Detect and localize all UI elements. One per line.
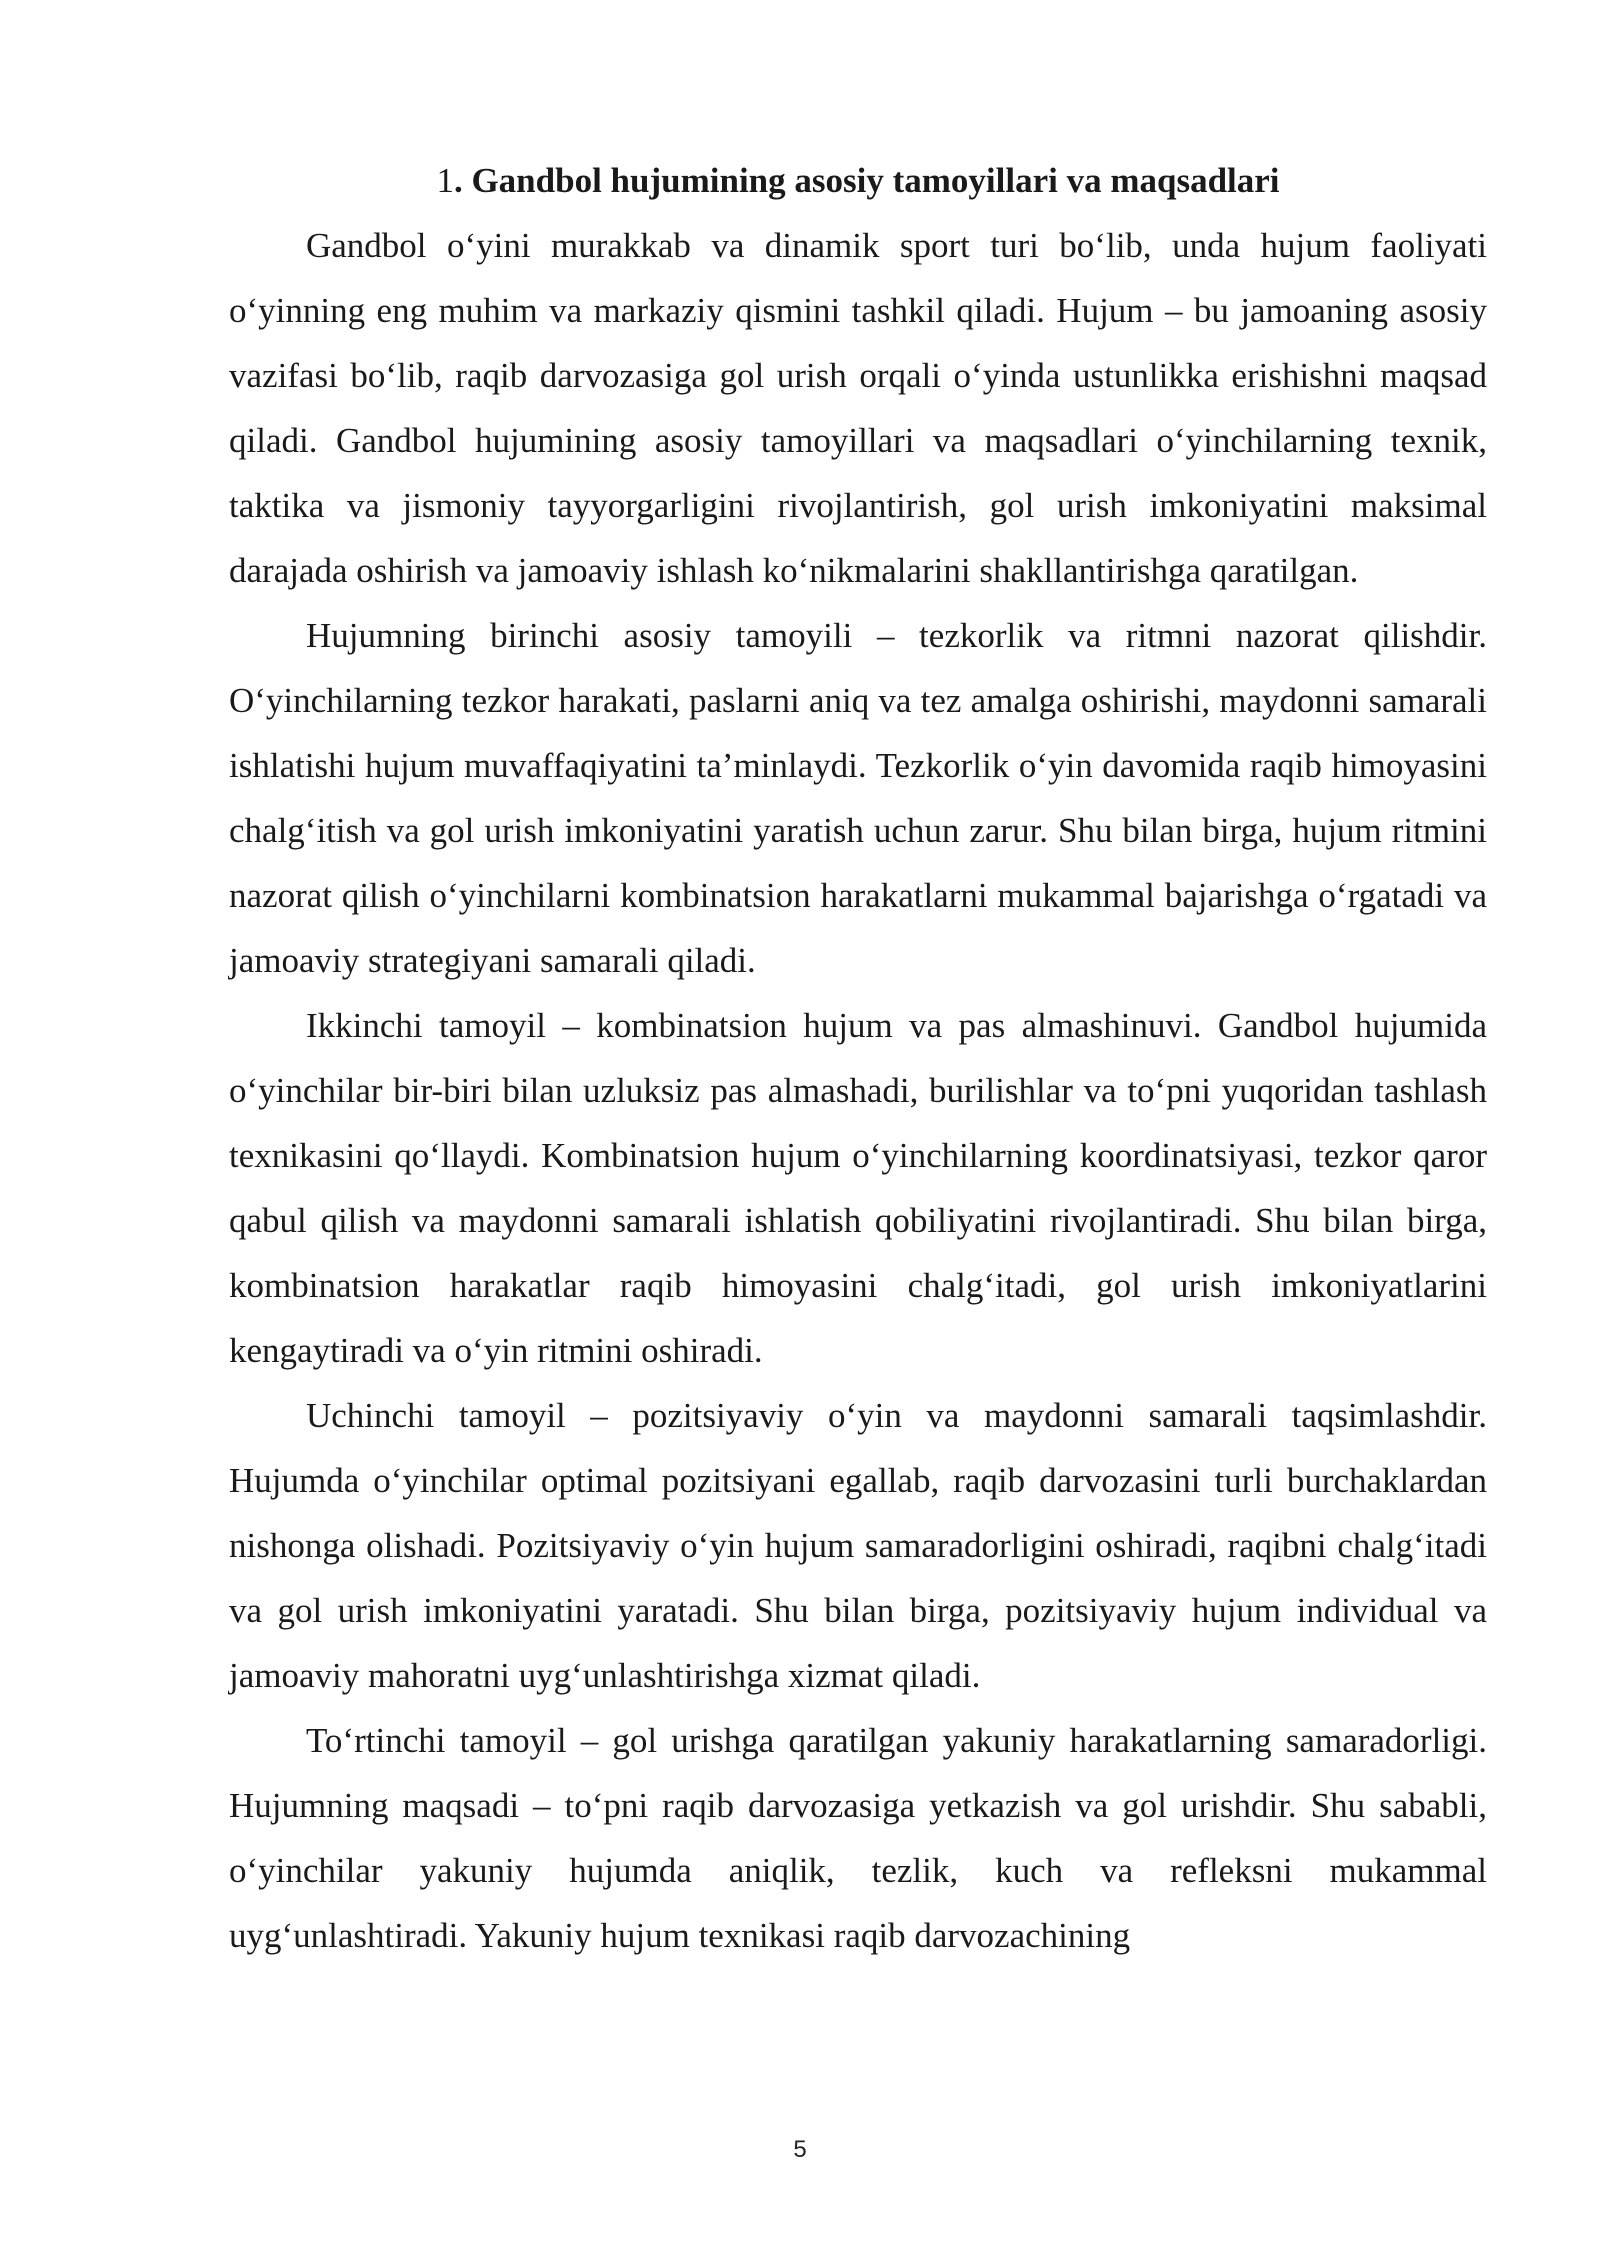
section-heading — [229, 148, 1487, 213]
paragraph-intro: Gandbol o‘yini murakkab va dinamik sport turi bo‘lib, unda hujum faoliyati o‘yinning eng muhim va markaziy qismini tashkil qiladi. Hujum – bu jamoaning asosiy vazifasi bo‘lib, raqib darvozasiga gol urish orqali o‘yinda ustunlikka erishishni maqsad qiladi. Gandbol hujumining asosiy tamoyillari va maqsadlari o‘yinchilarning texnik, taktika va jismoniy tayyorgarligini rivojlantirish, gol urish imkoniyatini maksimal darajada oshirish va jamoaviy ishlash ko‘nikmalarini shakllantirishga qaratilgan. — [229, 226, 1487, 590]
page-number: 5 — [793, 2136, 807, 2163]
page-body — [229, 148, 1487, 1968]
paragraph-fourth-principle: To‘rtinchi tamoyil – gol urishga qaratilgan yakuniy harakatlarning samaradorligi. Hujumning maqsadi – to‘pni raqib darvozasiga yetkazish va gol urishdir. Shu sababli, o‘yinchilar yakuniy hujumda aniqlik, tezlik, kuch va refleksni mukammal uyg‘unlashtiradi. Yakuniy hujum texnikasi raqib darvozachining — [229, 1721, 1487, 1955]
paragraph-first-principle: Hujumning birinchi asosiy tamoyili – tezkorlik va ritmni nazorat qilishdir. O‘yinchilarning tezkor harakati, paslarni aniq va tez amalga oshirishi, maydonni samarali ishlatishi hujum muvaffaqiyatini ta’minlaydi. Tezkorlik o‘yin davomida raqib himoyasini chalg‘itish va gol urish imkoniyatini yaratish uchun zarur. Shu bilan birga, hujum ritmini nazorat qilish o‘yinchilarni kombinatsion harakatlarni mukammal bajarishga o‘rgatadi va jamoaviy strategiyani samarali qiladi. — [229, 616, 1487, 980]
paragraph-second-principle: Ikkinchi tamoyil – kombinatsion hujum va pas almashinuvi. Gandbol hujumida o‘yinchilar bir-biri bilan uzluksiz pas almashadi, burilishlar va to‘pni yuqoridan tashlash texnikasini qo‘llaydi. Kombinatsion hujum o‘yinchilarning koordinatsiyasi, tezkor qaror qabul qilish va maydonni samarali ishlatish qobiliyatini rivojlantiradi. Shu bilan birga, kombinatsion harakatlar raqib himoyasini chalg‘itadi, gol urish imkoniyatlarini kengaytiradi va o‘yin ritmini oshiradi. — [229, 1006, 1487, 1370]
section-title: . Gandbol hujumining asosiy tamoyillari va maqsadlari — [453, 161, 1280, 200]
section-number: 1 — [436, 161, 454, 200]
paragraph-third-principle: Uchinchi tamoyil – pozitsiyaviy o‘yin va maydonni samarali taqsimlashdir. Hujumda o‘yinchilar optimal pozitsiyani egallab, raqib darvozasini turli burchaklardan nishonga olishadi. Pozitsiyaviy o‘yin hujum samaradorligini oshiradi, raqibni chalg‘itadi va gol urish imkoniyatini yaratadi. Shu bilan birga, pozitsiyaviy hujum individual va jamoaviy mahoratni uyg‘unlashtirishga xizmat qiladi. — [229, 1396, 1487, 1695]
